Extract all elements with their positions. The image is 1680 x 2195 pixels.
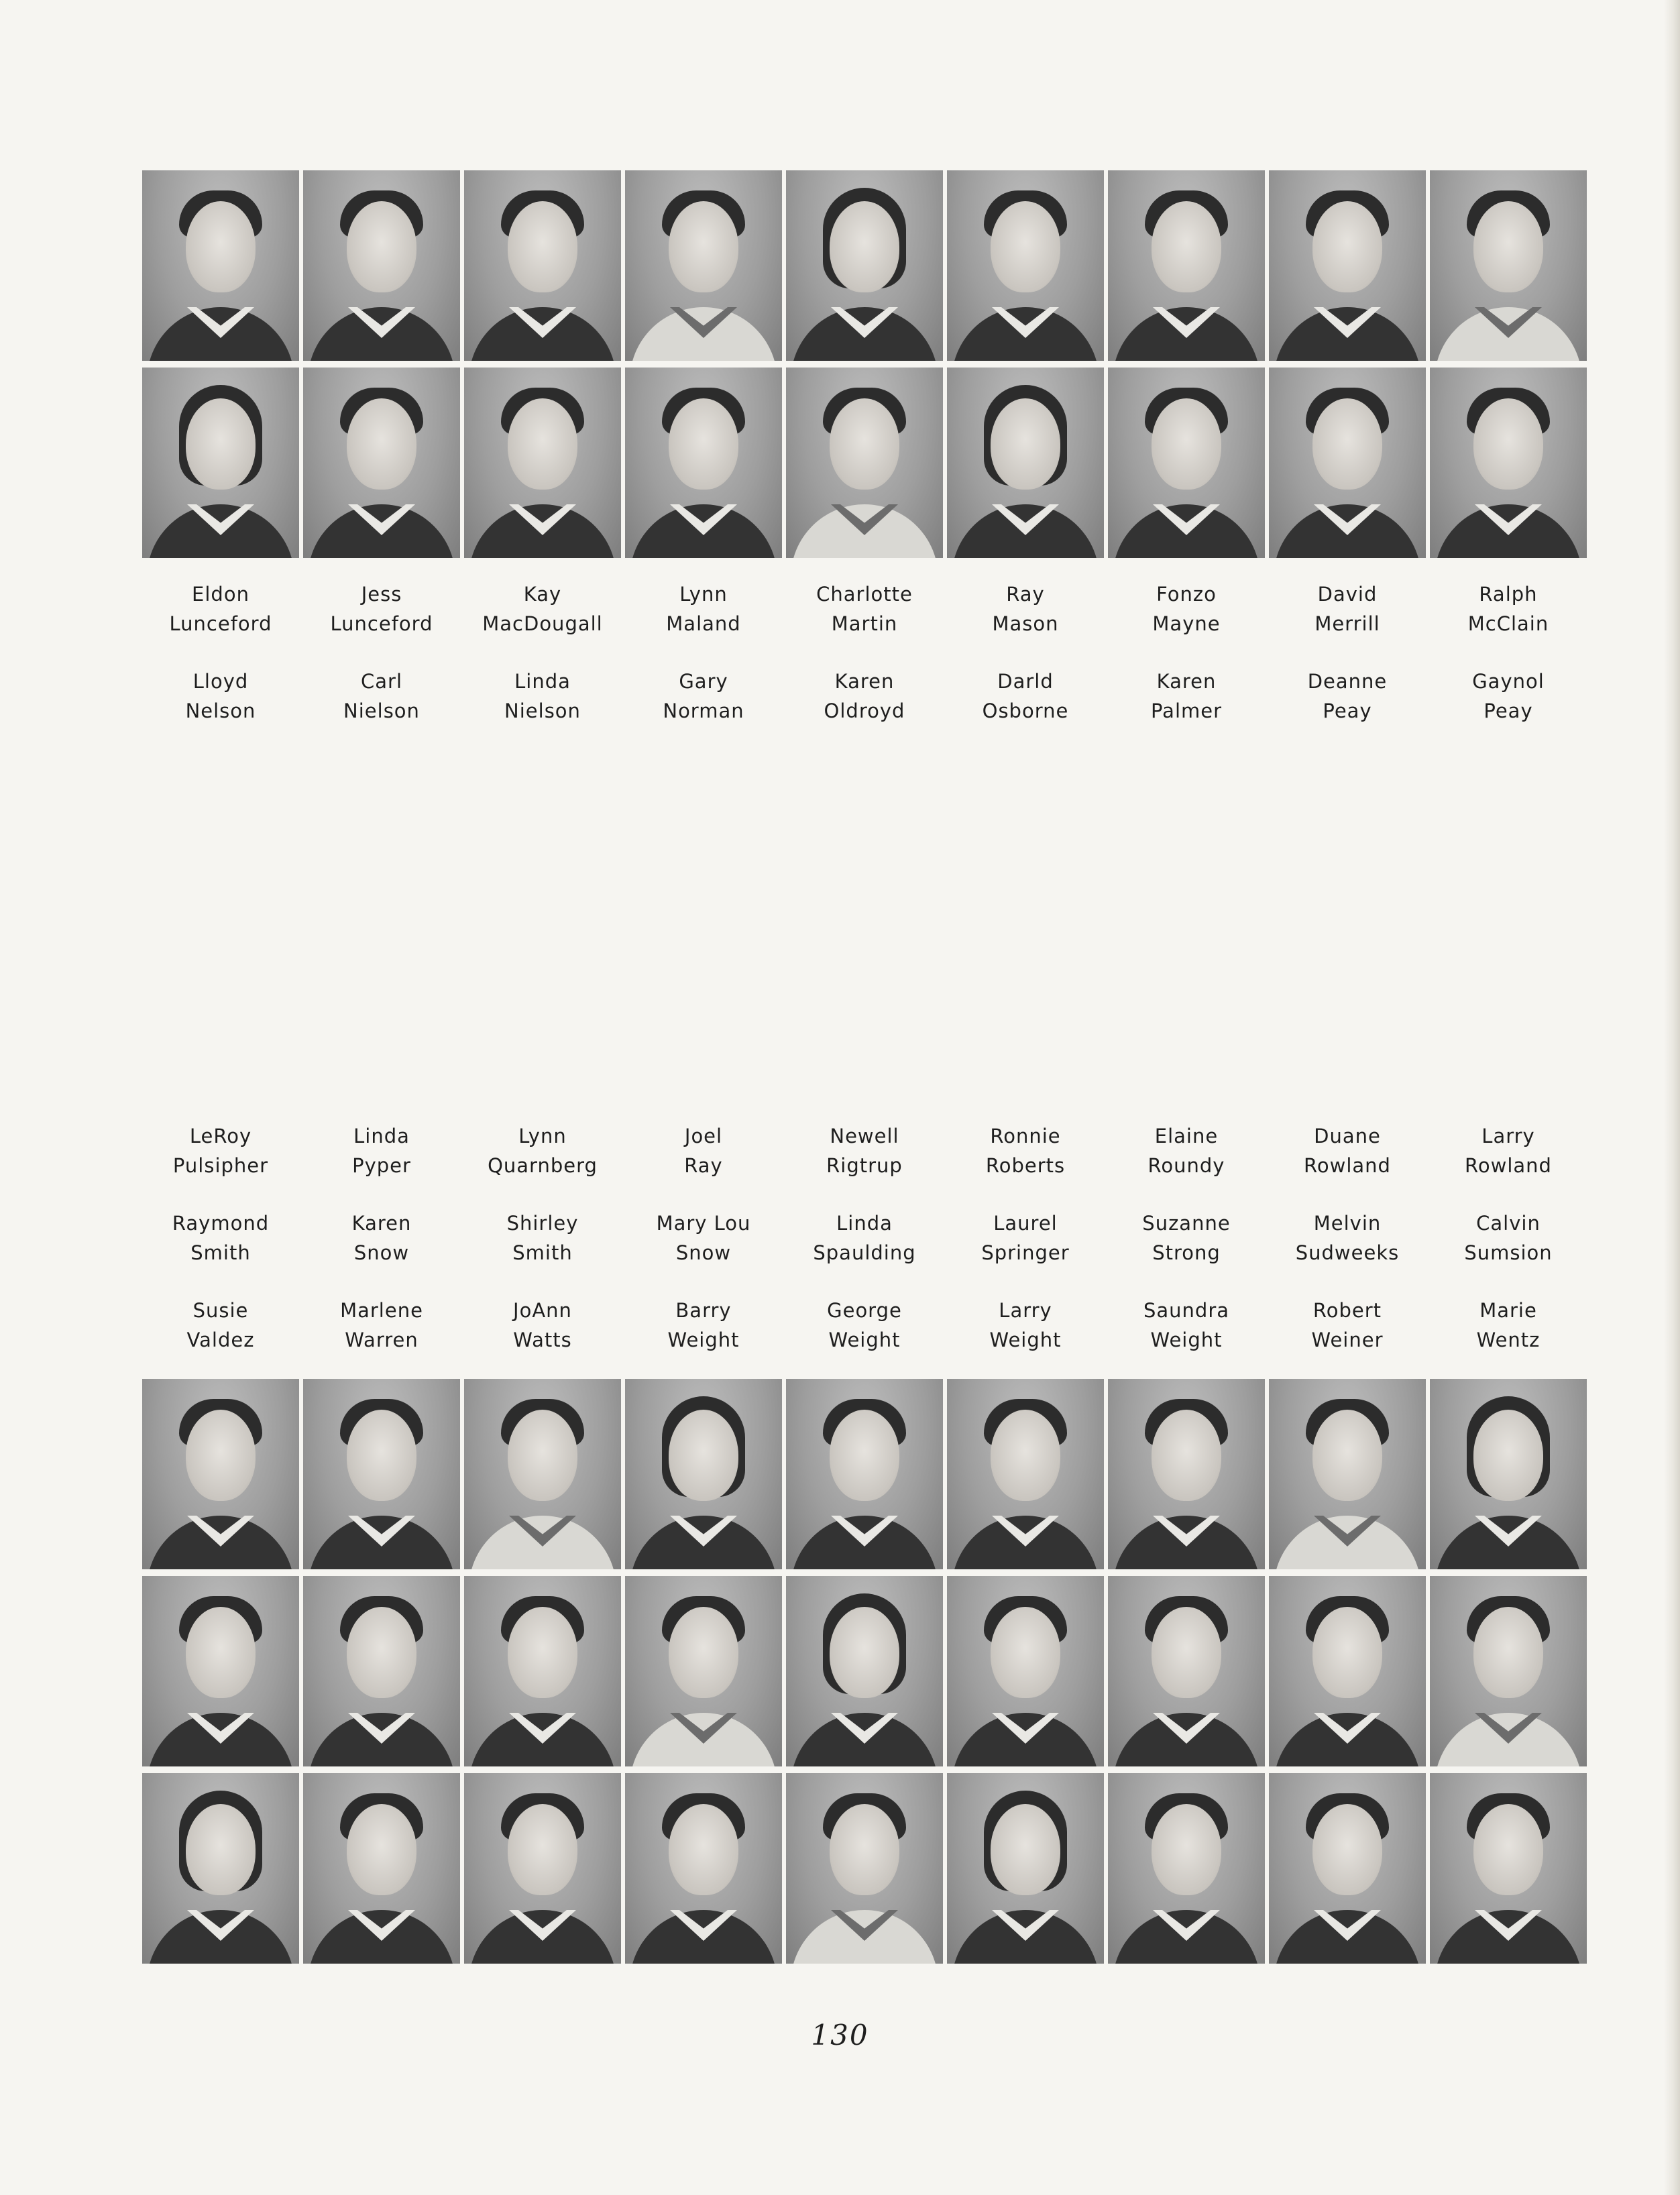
first-name: Mary Lou: [656, 1212, 751, 1235]
last-name: Wentz: [1476, 1329, 1541, 1351]
last-name: Nelson: [185, 699, 256, 722]
last-name: Osborne: [982, 699, 1069, 722]
first-name: Larry: [1481, 1125, 1535, 1147]
last-name: Nielson: [343, 699, 420, 722]
first-name: Susie: [192, 1299, 249, 1322]
first-name: Calvin: [1476, 1212, 1541, 1235]
student-name: [1108, 1208, 1265, 1296]
first-name: Lloyd: [192, 670, 249, 693]
first-name: Lynn: [518, 1125, 567, 1147]
top-photo-grid: [142, 170, 1591, 565]
last-name: Watts: [513, 1329, 572, 1351]
student-name: [786, 579, 943, 667]
first-name: Lynn: [679, 583, 728, 606]
name-row: [142, 579, 1591, 667]
student-portrait: [1108, 1576, 1265, 1766]
student-name: [1269, 1296, 1426, 1383]
student-name: [142, 579, 299, 667]
first-name: George: [827, 1299, 902, 1322]
student-name: [947, 1208, 1104, 1296]
student-portrait: [1108, 1773, 1265, 1964]
name-row: [142, 1296, 1591, 1383]
student-name: [464, 1121, 621, 1208]
student-portrait: [142, 1576, 299, 1766]
student-portrait: [625, 1576, 782, 1766]
student-name: [1269, 1121, 1426, 1208]
student-portrait: [947, 1379, 1104, 1569]
student-name: [464, 1208, 621, 1296]
student-portrait: [1269, 170, 1426, 361]
last-name: Smith: [190, 1241, 251, 1264]
first-name: Eldon: [192, 583, 249, 606]
student-portrait: [786, 368, 943, 558]
last-name: Martin: [831, 612, 898, 635]
student-portrait: [1269, 1773, 1426, 1964]
student-name: [303, 1121, 460, 1208]
student-name: [1269, 667, 1426, 754]
last-name: Rowland: [1304, 1154, 1391, 1177]
first-name: Linda: [353, 1125, 410, 1147]
student-name: [142, 1208, 299, 1296]
last-name: Snow: [353, 1241, 410, 1264]
last-name: Lunceford: [330, 612, 433, 635]
last-name: Spaulding: [813, 1241, 916, 1264]
student-portrait: [1108, 170, 1265, 361]
last-name: Weight: [828, 1329, 901, 1351]
last-name: Nielson: [504, 699, 581, 722]
student-name: [1108, 1121, 1265, 1208]
first-name: Charlotte: [816, 583, 913, 606]
first-name: Gary: [679, 670, 728, 693]
name-row: [142, 1121, 1591, 1208]
last-name: Roberts: [985, 1154, 1066, 1177]
student-name: [1430, 667, 1587, 754]
student-name: [1108, 1296, 1265, 1383]
name-row: [142, 667, 1591, 754]
first-name: LeRoy: [189, 1125, 252, 1147]
student-name: [1108, 667, 1265, 754]
first-name: Laurel: [993, 1212, 1058, 1235]
portrait-row: [142, 1576, 1591, 1766]
student-portrait: [303, 1576, 460, 1766]
last-name: Lunceford: [169, 612, 272, 635]
last-name: Pyper: [352, 1154, 411, 1177]
first-name: Joel: [684, 1125, 723, 1147]
first-name: Duane: [1314, 1125, 1381, 1147]
first-name: Shirley: [506, 1212, 579, 1235]
first-name: Linda: [514, 670, 571, 693]
first-name: Marie: [1479, 1299, 1537, 1322]
last-name: Snow: [675, 1241, 732, 1264]
student-name: [786, 667, 943, 754]
top-name-list: [142, 579, 1591, 754]
student-portrait: [786, 170, 943, 361]
student-portrait: [142, 1379, 299, 1569]
student-name: [625, 667, 782, 754]
last-name: Rigtrup: [826, 1154, 903, 1177]
student-portrait: [625, 170, 782, 361]
last-name: Merrill: [1314, 612, 1380, 635]
first-name: Karen: [1156, 670, 1217, 693]
bottom-photo-grid: [142, 1379, 1591, 1970]
student-portrait: [947, 170, 1104, 361]
last-name: Pulsipher: [172, 1154, 269, 1177]
student-portrait: [464, 1773, 621, 1964]
student-name: [1108, 579, 1265, 667]
student-portrait: [1108, 1379, 1265, 1569]
last-name: Mason: [992, 612, 1059, 635]
student-portrait: [1269, 368, 1426, 558]
student-name: [625, 1208, 782, 1296]
student-portrait: [625, 1773, 782, 1964]
portrait-row: [142, 170, 1591, 361]
student-portrait: [464, 1379, 621, 1569]
student-name: [947, 579, 1104, 667]
first-name: Elaine: [1154, 1125, 1219, 1147]
last-name: Rowland: [1465, 1154, 1552, 1177]
last-name: Weiner: [1311, 1329, 1384, 1351]
first-name: Ronnie: [990, 1125, 1061, 1147]
student-portrait: [303, 170, 460, 361]
last-name: Springer: [981, 1241, 1070, 1264]
student-name: [303, 1296, 460, 1383]
student-name: [625, 1296, 782, 1383]
student-name: [625, 1121, 782, 1208]
first-name: Saundra: [1143, 1299, 1230, 1322]
first-name: Karen: [351, 1212, 412, 1235]
student-name: [464, 579, 621, 667]
last-name: Valdez: [186, 1329, 255, 1351]
first-name: Ralph: [1479, 583, 1538, 606]
last-name: Weight: [1150, 1329, 1223, 1351]
student-portrait: [1269, 1576, 1426, 1766]
student-portrait: [1430, 1576, 1587, 1766]
student-name: [947, 1296, 1104, 1383]
student-name: [1269, 579, 1426, 667]
student-portrait: [464, 1576, 621, 1766]
last-name: Maland: [666, 612, 741, 635]
student-name: [1430, 1208, 1587, 1296]
student-name: [142, 1121, 299, 1208]
page-number: 130: [811, 2019, 869, 2051]
student-name: [947, 667, 1104, 754]
first-name: Jess: [361, 583, 402, 606]
student-portrait: [786, 1773, 943, 1964]
first-name: Linda: [836, 1212, 893, 1235]
student-name: [786, 1208, 943, 1296]
student-name: [1269, 1208, 1426, 1296]
student-portrait: [1430, 368, 1587, 558]
student-name: [625, 579, 782, 667]
first-name: David: [1317, 583, 1378, 606]
first-name: Deanne: [1307, 670, 1388, 693]
portrait-row: [142, 368, 1591, 558]
student-name: [786, 1121, 943, 1208]
student-portrait: [786, 1379, 943, 1569]
first-name: Darld: [997, 670, 1054, 693]
student-portrait: [303, 1379, 460, 1569]
student-name: [303, 1208, 460, 1296]
student-name: [303, 579, 460, 667]
first-name: Kay: [523, 583, 562, 606]
first-name: Gaynol: [1472, 670, 1545, 693]
student-portrait: [464, 170, 621, 361]
last-name: Strong: [1152, 1241, 1221, 1264]
last-name: Quarnberg: [488, 1154, 598, 1177]
last-name: Warren: [345, 1329, 418, 1351]
student-portrait: [947, 1773, 1104, 1964]
student-name: [1430, 1121, 1587, 1208]
student-name: [464, 1296, 621, 1383]
student-name: [464, 667, 621, 754]
student-portrait: [142, 368, 299, 558]
first-name: JoAnn: [513, 1299, 572, 1322]
student-portrait: [142, 170, 299, 361]
student-name: [1430, 1296, 1587, 1383]
portrait-row: [142, 1379, 1591, 1569]
portrait-row: [142, 1773, 1591, 1964]
last-name: MacDougall: [482, 612, 603, 635]
last-name: McClain: [1467, 612, 1549, 635]
student-portrait: [1269, 1379, 1426, 1569]
bottom-name-list: [142, 1121, 1591, 1383]
student-portrait: [303, 1773, 460, 1964]
first-name: Fonzo: [1156, 583, 1217, 606]
name-row: [142, 1208, 1591, 1296]
student-portrait: [625, 368, 782, 558]
student-portrait: [142, 1773, 299, 1964]
first-name: Karen: [834, 670, 895, 693]
last-name: Smith: [512, 1241, 573, 1264]
page-spine-shadow: [1664, 0, 1680, 2195]
last-name: Peay: [1323, 699, 1372, 722]
student-name: [303, 667, 460, 754]
last-name: Roundy: [1147, 1154, 1225, 1177]
student-portrait: [303, 368, 460, 558]
last-name: Oldroyd: [824, 699, 905, 722]
first-name: Suzanne: [1142, 1212, 1231, 1235]
student-name: [142, 667, 299, 754]
last-name: Peay: [1483, 699, 1533, 722]
student-portrait: [1430, 1379, 1587, 1569]
student-portrait: [625, 1379, 782, 1569]
first-name: Carl: [361, 670, 402, 693]
student-portrait: [1108, 368, 1265, 558]
first-name: Raymond: [172, 1212, 270, 1235]
last-name: Sumsion: [1464, 1241, 1553, 1264]
student-portrait: [1430, 170, 1587, 361]
student-name: [142, 1296, 299, 1383]
last-name: Palmer: [1150, 699, 1223, 722]
last-name: Mayne: [1152, 612, 1221, 635]
last-name: Weight: [667, 1329, 740, 1351]
student-portrait: [464, 368, 621, 558]
first-name: Ray: [1006, 583, 1045, 606]
first-name: Marlene: [340, 1299, 423, 1322]
student-portrait: [1430, 1773, 1587, 1964]
first-name: Barry: [675, 1299, 732, 1322]
last-name: Norman: [663, 699, 744, 722]
student-name: [786, 1296, 943, 1383]
last-name: Ray: [684, 1154, 723, 1177]
student-portrait: [786, 1576, 943, 1766]
student-name: [947, 1121, 1104, 1208]
last-name: Sudweeks: [1295, 1241, 1400, 1264]
first-name: Larry: [999, 1299, 1052, 1322]
student-portrait: [947, 1576, 1104, 1766]
first-name: Newell: [830, 1125, 899, 1147]
student-name: [1430, 579, 1587, 667]
first-name: Melvin: [1313, 1212, 1382, 1235]
student-portrait: [947, 368, 1104, 558]
first-name: Robert: [1312, 1299, 1382, 1322]
last-name: Weight: [989, 1329, 1062, 1351]
